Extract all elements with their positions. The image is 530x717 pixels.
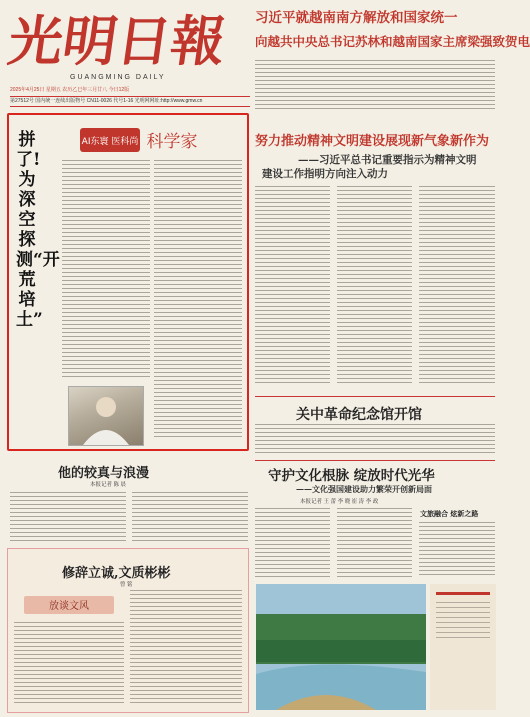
masthead-logo	[4, 6, 240, 73]
writing-headline: 修辞立诚,文质彬彬	[62, 566, 171, 581]
civilization-subhead-line1: ——习近平总书记重要指示为精神文明	[298, 154, 477, 166]
civilization-body-col3	[419, 186, 495, 386]
writing-column-banner	[24, 594, 114, 616]
lead-story-body	[255, 60, 495, 110]
feature-vertical-title: 拼了!为深空探测“开荒培土”	[16, 130, 60, 330]
feature-column-banner	[80, 124, 210, 156]
civilization-body-col1	[255, 186, 330, 386]
story-body-col2	[132, 492, 248, 544]
writing-body-col2	[130, 590, 242, 706]
story-body-col1	[10, 492, 126, 544]
writing-body-col1	[14, 622, 124, 706]
landscape-photo	[256, 584, 426, 710]
culture-subhead: ——文化强国建设助力繁荣开创新局面	[296, 484, 432, 494]
feature-body-col1	[62, 160, 150, 380]
side-column-headline: 文旅融合 炫新之路	[420, 509, 479, 518]
issue-line: 第27512号 国内统一连续出版物号 CN11-0026 代号1-16 光明网网址:http://www.gmw.cn	[10, 96, 250, 107]
divider-line	[255, 460, 495, 461]
writing-author: 曾 铭	[120, 582, 133, 588]
masthead-logo-text: 光明日報	[4, 9, 230, 73]
culture-body-col1	[255, 508, 330, 578]
date-line: 2025年4月25日 星期五 农历乙巳年三月廿八 今日12版	[10, 87, 130, 93]
divider-line	[255, 396, 495, 397]
culture-body-col2	[337, 508, 412, 578]
museum-body	[255, 424, 495, 456]
story-headline: 他的较真与浪漫	[58, 466, 150, 481]
column-tag-text: 科学家	[146, 132, 198, 152]
side-column-body	[419, 522, 495, 578]
column-name-text: AI东寰 医科尚	[81, 137, 139, 147]
feature-photo	[68, 386, 144, 446]
culture-headline: 守护文化根脉 绽放时代光华	[268, 468, 435, 484]
culture-author: 本报记者 王 蕾 李 晓 崔 涛 李 政	[300, 499, 379, 505]
feature-body-col2	[154, 160, 242, 440]
side-photo-caption	[430, 584, 496, 710]
museum-headline: 关中革命纪念馆开馆	[296, 407, 422, 423]
writing-column-name: 放谈文风	[49, 601, 89, 612]
civilization-headline: 努力推动精神文明建设展现新气象新作为	[255, 134, 490, 149]
civilization-body-col2	[337, 186, 412, 386]
lead-headline-line2: 向越共中央总书记苏林和越南国家主席梁强致贺电	[255, 34, 530, 49]
masthead-latin-name: GUANGMING DAILY	[70, 74, 166, 81]
person-photo-icon	[69, 387, 143, 445]
lead-headline-line1: 习近平就越南南方解放和国家统一	[255, 10, 458, 26]
story-author: 本报记者 陈 晨	[90, 482, 127, 488]
civilization-subhead-line2: 建设工作指明方向注入动力	[262, 168, 388, 180]
